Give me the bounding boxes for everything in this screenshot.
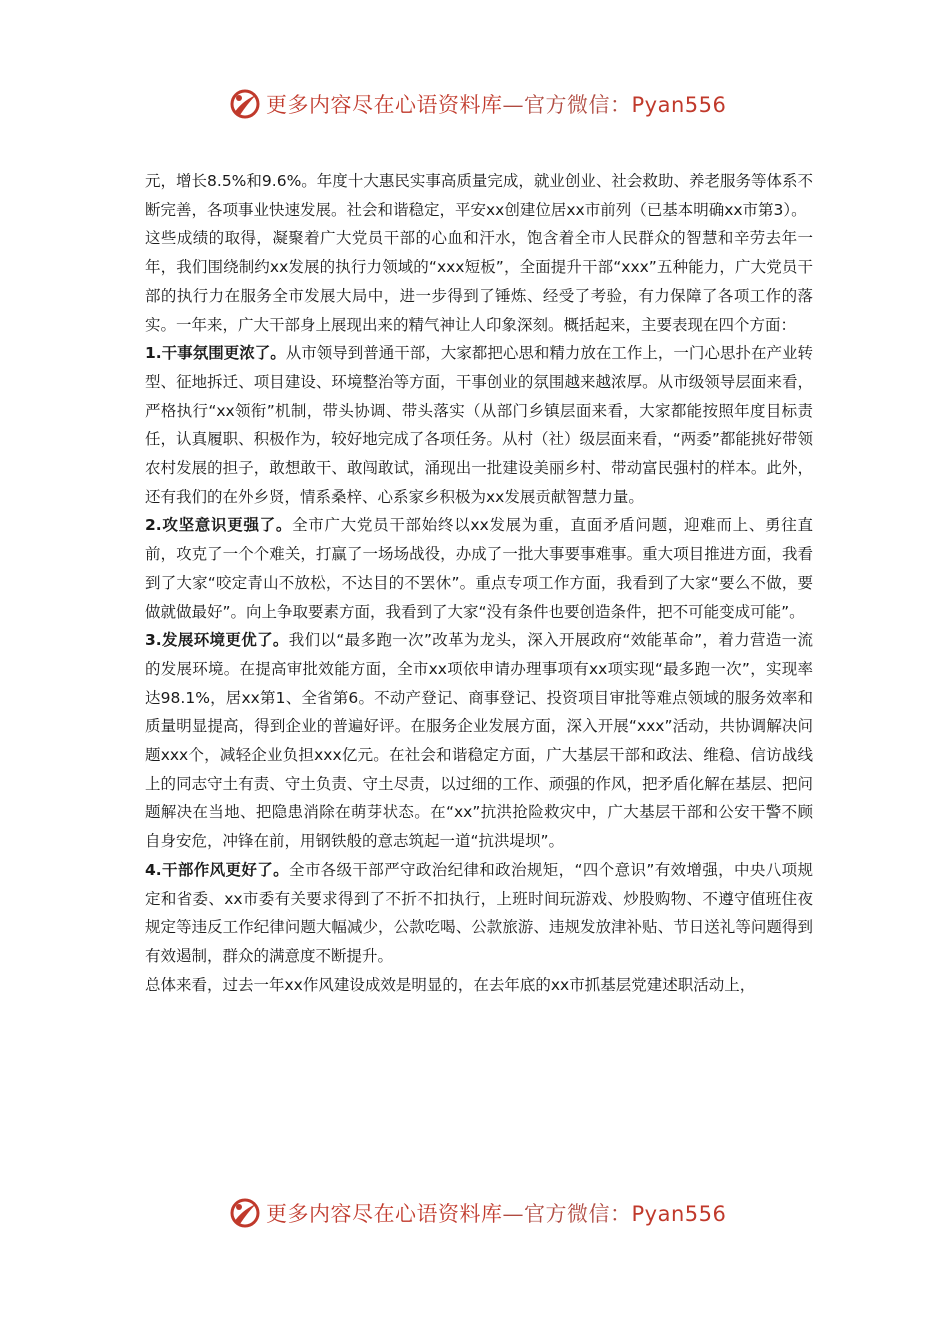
banner-text bbox=[266, 89, 726, 119]
paragraph-text: 全市各级干部严守政治纪律和政治规矩，“四个意识”有效增强，中央八项规定和省委、xx市委有关要求得到了不折不扣执行，上班时间玩游戏、炒股购物、不遵守值班住夜规定等违反工作纪律问题大幅减少，公款吃喝、公款旅游、违规发放津补贴、节日送礼等问题得到有效遏制，群众的满意度不断提升。 bbox=[145, 860, 813, 965]
banner-title: 更多内容尽在心语资料库 bbox=[266, 93, 503, 117]
banner-label: 官方微信： bbox=[524, 1202, 632, 1226]
paragraph-heading: 3.发展环境更优了。 bbox=[145, 631, 289, 650]
paragraph bbox=[145, 224, 813, 339]
banner-wechat-id: Pyan556 bbox=[631, 93, 727, 117]
paragraph-text: 全市广大党员干部始终以xx发展为重，直面矛盾问题，迎难而上、勇往直前，攻克了一个个难关，打赢了一场场战役，办成了一批大事要事难事。重大项目推进方面，我看到了大家“咬定青山不放松，不达目的不罢休”。重点专项工作方面，我看到了大家“要么不做，要做就做最好”。向上争取要素方面，我看到了大家“没有条件也要创造条件，把不可能变成可能”。 bbox=[145, 516, 813, 621]
paragraph bbox=[145, 971, 813, 1000]
paragraph-heading: 2.攻坚意识更强了。 bbox=[145, 516, 293, 535]
paragraph-text: 总体来看，过去一年xx作风建设成效是明显的，在去年底的xx市抓基层党建述职活动上， bbox=[145, 975, 756, 994]
banner-dash: — bbox=[502, 93, 524, 117]
paragraph bbox=[145, 626, 813, 856]
paragraph bbox=[145, 339, 813, 511]
banner-dash: — bbox=[502, 1202, 524, 1226]
paragraph-text: 元，增长8.5%和9.6%。年度十大惠民实事高质量完成，就业创业、社会救助、养老服务等体系不断完善，各项事业快速发展。社会和谐稳定，平安xx创建位居xx市前列（已基本明确xx市第3）。 bbox=[145, 172, 813, 219]
paragraph-heading: 1.干事氛围更浓了。 bbox=[145, 344, 286, 363]
paragraph-text: 从市领导到普通干部，大家都把心思和精力放在工作上，一门心思扑在产业转型、征地拆迁、项目建设、环境整治等方面，干事创业的氛围越来越浓厚。从市级领导层面来看，严格执行“xx领衔”机制，带头协调、带头落实（从部门乡镇层面来看，大家都能按照年度目标责任，认真履职、积极作为，较好地完成了各项任务。从村（社）级层面来看，“两委”都能挑好带领农村发展的担子，敢想敢干、敢闯敢试，涌现出一批建设美丽乡村、带动富民强村的样本。此外，还有我们的在外乡贤，情系桑梓、心系家乡积极为xx发展贡献智慧力量。 bbox=[145, 344, 813, 506]
paragraph-text: 这些成绩的取得，凝聚着广大党员干部的心血和汗水，饱含着全市人民群众的智慧和辛劳去年一年，我们围绕制约xx发展的执行力领域的“xxx短板”，全面提升干部“xxx”五种能力，广大党员干部的执行力在服务全市发展大局中，进一步得到了锤炼、经受了考验，有力保障了各项工作的落实。一年来，广大干部身上展现出来的精气神让人印象深刻。概括起来，主要表现在四个方面： bbox=[145, 229, 813, 334]
document-body bbox=[145, 167, 813, 999]
banner-text bbox=[266, 1198, 726, 1228]
banner-wechat-id: Pyan556 bbox=[631, 1202, 727, 1226]
paragraph bbox=[145, 511, 813, 626]
header-watermark-banner bbox=[228, 84, 728, 124]
paragraph-text: 我们以“最多跑一次”改革为龙头，深入开展政府“效能革命”，着力营造一流的发展环境。在提高审批效能方面，全市xx项依申请办理事项有xx项实现“最多跑一次”，实现率达98.1%，居xx第1、全省第6。不动产登记、商事登记、投资项目审批等难点领域的服务效率和质量明显提高，得到企业的普遍好评。在服务企业发展方面，深入开展“xxx”活动，共协调解决问题xxx个，减轻企业负担xxx亿元。在社会和谐稳定方面，广大基层干部和政法、维稳、信访战线上的同志守土有责、守土负责、守土尽责，以过细的工作、顽强的作风，把矛盾化解在基层、把问题解决在当地、把隐患消除在萌芽状态。在“xx”抗洪抢险救灾中，广大基层干部和公安干警不顾自身安危，冲锋在前，用钢铁般的意志筑起一道“抗洪堤坝”。 bbox=[145, 631, 813, 851]
paragraph-heading: 4.干部作风更好了。 bbox=[145, 860, 289, 879]
brush-logo-icon bbox=[228, 87, 262, 121]
paragraph bbox=[145, 856, 813, 971]
banner-label: 官方微信： bbox=[524, 93, 632, 117]
paragraph bbox=[145, 167, 813, 224]
footer-watermark-banner bbox=[228, 1193, 728, 1233]
brush-logo-icon bbox=[228, 1196, 262, 1230]
banner-title: 更多内容尽在心语资料库 bbox=[266, 1202, 503, 1226]
